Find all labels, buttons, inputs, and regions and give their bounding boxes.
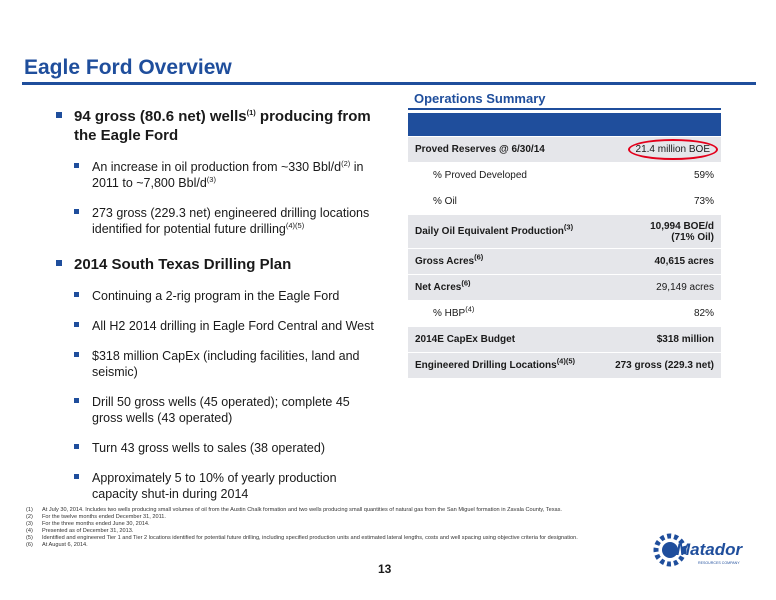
bullet-h2-drilling: All H2 2014 drilling in Eagle Ford Central and West — [74, 318, 376, 334]
footnote: (3) For the three months ended June 30, 2014. — [26, 521, 150, 527]
square-bullet-icon — [74, 322, 79, 327]
bullet-turn-to-sales: Turn 43 gross wells to sales (38 operated) — [74, 440, 376, 456]
square-bullet-icon — [74, 292, 79, 297]
table-row: Proved Reserves @ 6/30/14 21.4 million BOE — [408, 137, 721, 163]
footnote: (2) For the twelve months ended December 31, 2011. — [26, 514, 166, 520]
bullet-oil-production: An increase in oil production from ~330 Bbl/$d^{(2)}$ in 2011 to ~7,800 Bbl/$d^{(3)}$ — [74, 159, 376, 191]
bullet-drill-wells: Drill 50 gross wells (45 operated); complete 45 gross wells (43 operated) — [74, 394, 376, 426]
table-row: % Proved Developed 59% — [408, 163, 721, 189]
operations-table — [408, 137, 721, 379]
table-row: Net Acres$^{(6)}$ 29,149 acres — [408, 275, 721, 301]
footnote: (5) Identified and engineered Tier 1 and Tier 2 locations identified for potential future drilling, including specified production units and estimated lateral lengths, costs and well spacing using objective criteria for designation. — [26, 535, 578, 541]
table-row: Daily Oil Equivalent Production$^{(3)}$ 10,994 BOE/d (71% Oil) — [408, 215, 721, 249]
svg-text:RESOURCES COMPANY: RESOURCES COMPANY — [698, 561, 740, 565]
highlight-circle: 21.4 million BOE — [628, 139, 718, 160]
operations-header-bar — [408, 113, 721, 136]
square-bullet-icon — [74, 474, 79, 479]
square-bullet-icon — [74, 398, 79, 403]
square-bullet-icon — [74, 163, 79, 168]
bullet-drilling-plan: 2014 South Texas Drilling Plan — [56, 255, 376, 274]
table-row: % Oil 73% — [408, 189, 721, 215]
bullet-shut-in: Approximately 5 to 10% of yearly production capacity shut-in during 2014 — [74, 470, 376, 502]
table-row: Engineered Drilling Locations$^{(4)(5)}$ 273 gross (229.3 net) — [408, 353, 721, 379]
title-divider — [22, 82, 756, 85]
page-title: Eagle Ford Overview — [24, 56, 232, 79]
bullet-capex: $318 million CapEx (including facilities, land and seismic) — [74, 348, 376, 380]
square-bullet-icon — [56, 112, 62, 118]
footnote: (6) At August 6, 2014. — [26, 542, 88, 548]
page-number: 13 — [378, 562, 392, 576]
matador-logo — [650, 524, 756, 576]
footnote: (1) At July 30, 2014. Includes two wells producing small volumes of oil from the Austin Chalk formation and two wells producing small quantities of natural gas from the San Miguel formation in Zavala County, Texas. — [26, 507, 562, 513]
bullet-drilling-locations: 273 gross (229.3 net) engineered drilling locations identified for potential future drilling$^{(4)(5)}$ — [74, 205, 376, 237]
operations-summary-title: Operations Summary — [414, 91, 546, 106]
square-bullet-icon — [74, 209, 79, 214]
svg-text:Matador: Matador — [676, 540, 743, 559]
table-row: % HBP$^{(4)}$ 82% — [408, 301, 721, 327]
footnote: (4) Presented as of December 31, 2013. — [26, 528, 134, 534]
table-row: Gross Acres$^{(6)}$ 40,615 acres — [408, 249, 721, 275]
bullet-rig-program: Continuing a 2-rig program in the Eagle Ford — [74, 288, 376, 304]
table-row: 2014E CapEx Budget $318 million — [408, 327, 721, 353]
square-bullet-icon — [74, 352, 79, 357]
operations-divider — [408, 108, 721, 110]
bullet-wells: 94 gross (80.6 net) wells$^{(1)}$ producing from the Eagle Ford — [56, 107, 376, 145]
footnotes — [26, 507, 666, 549]
bullet-list — [56, 107, 376, 516]
square-bullet-icon — [56, 260, 62, 266]
square-bullet-icon — [74, 444, 79, 449]
